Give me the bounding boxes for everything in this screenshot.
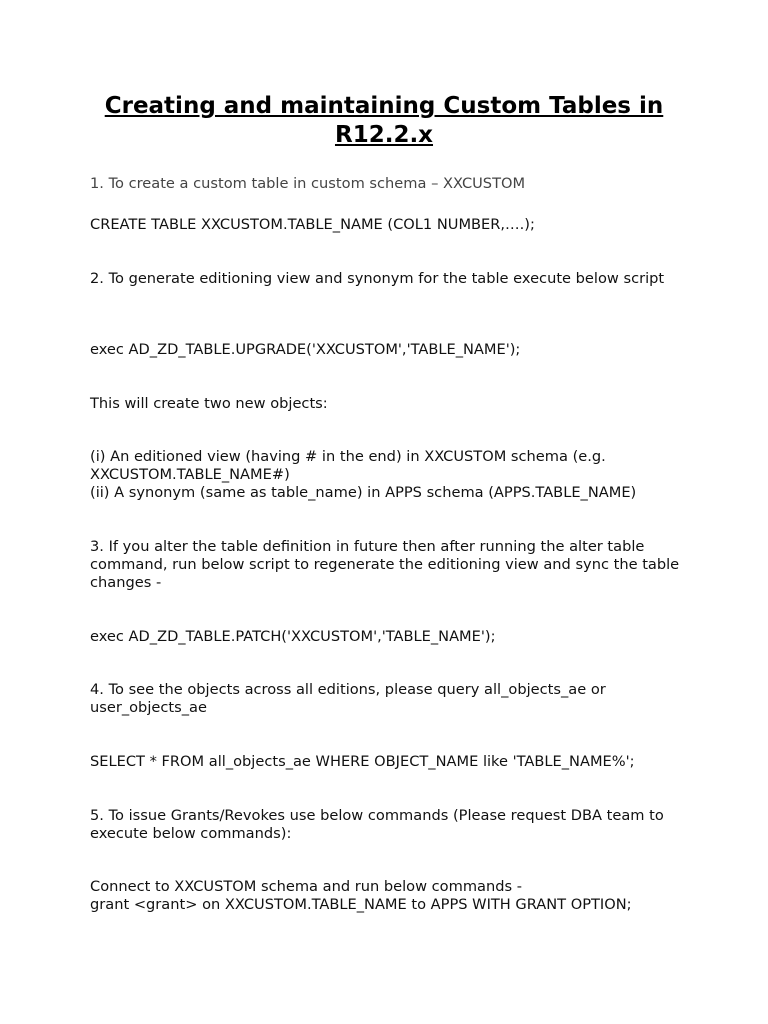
step-5-heading: 5. To issue Grants/Revokes use below commands (Please request DBA team to execute below commands): [90,807,669,842]
create-table-statement: CREATE TABLE XXCUSTOM.TABLE_NAME (COL1 NUMBER,….); [90,216,535,233]
select-query: SELECT * FROM all_objects_ae WHERE OBJECT_NAME like 'TABLE_NAME%'; [90,753,635,770]
step-3-heading: 3. If you alter the table definition in future then after running the alter table command, run below script to regenerate the editioning view and sync the table changes - [90,538,684,591]
editioned-view-item: (i) An editioned view (having # in the end) in XXCUSTOM schema (e.g. XXCUSTOM.TABLE_NAME#) [90,448,611,483]
synonym-item: (ii) A synonym (same as table_name) in APPS schema (APPS.TABLE_NAME) [90,484,637,501]
connect-instruction: Connect to XXCUSTOM schema and run below commands - [90,878,523,895]
upgrade-command: exec AD_ZD_TABLE.UPGRADE('XXCUSTOM','TABLE_NAME'); [90,341,521,358]
step-1-heading: 1. To create a custom table in custom schema – XXCUSTOM [90,175,526,192]
step-2-heading: 2. To generate editioning view and synonym for the table execute below script [90,270,665,287]
document-title: Creating and maintaining Custom Tables in R12.2.x [104,93,664,148]
patch-command: exec AD_ZD_TABLE.PATCH('XXCUSTOM','TABLE_NAME'); [90,628,496,645]
grant-command: grant <grant> on XXCUSTOM.TABLE_NAME to APPS WITH GRANT OPTION; [90,896,632,913]
step-4-heading: 4. To see the objects across all editions, please query all_objects_ae or user_objects_ae [90,681,611,716]
new-objects-intro: This will create two new objects: [90,395,328,412]
